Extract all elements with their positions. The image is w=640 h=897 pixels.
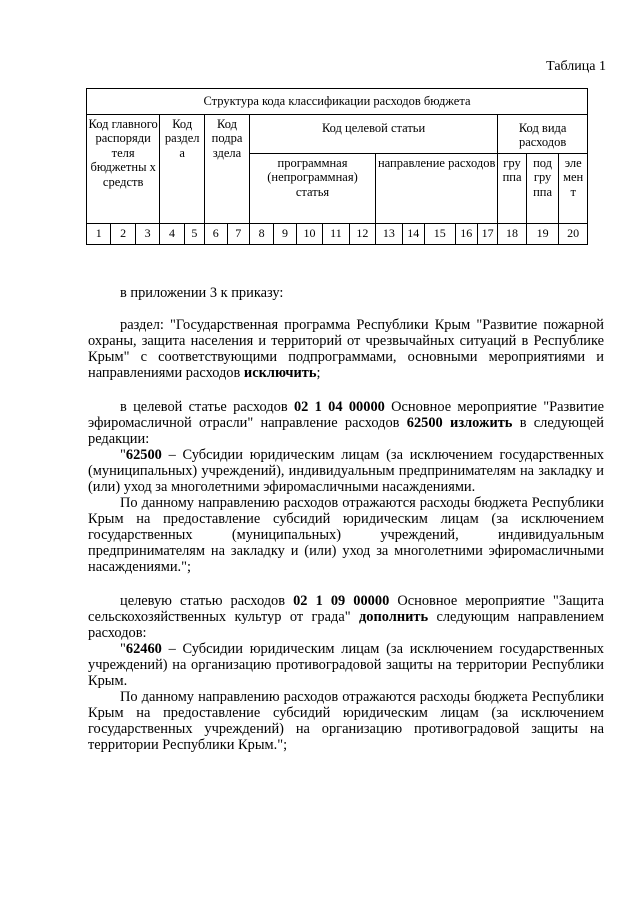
table-title: Структура кода классификации расходов бюджета — [87, 89, 588, 115]
column-number: 15 — [424, 224, 455, 245]
column-number: 20 — [559, 224, 588, 245]
intro-line: в приложении 3 к приказу: — [120, 285, 284, 301]
header-target: Код целевой статьи — [249, 115, 497, 154]
column-number: 13 — [376, 224, 402, 245]
column-number: 8 — [249, 224, 273, 245]
column-number: 9 — [274, 224, 296, 245]
item-62500: "62500 – Субсидии юридическим лицам (за исключением государственных (муниципальных) учреждений), индивидуальным предпринимателям на закладку и (или) уход за многолетними эфиромасличными насаждениями. — [88, 447, 604, 495]
paragraph-target-62500: в целевой статье расходов 02 1 04 00000 Основное мероприятие "Развитие эфиромасличной отрасли" направление расходов 62500 изложить в следующей редакции: — [88, 399, 605, 447]
subheader-direction: направление расходов — [376, 154, 498, 224]
classification-table — [86, 88, 588, 245]
column-number: 3 — [135, 224, 159, 245]
column-number: 19 — [526, 224, 559, 245]
column-number: 10 — [296, 224, 322, 245]
column-number: 16 — [455, 224, 477, 245]
header-subsection: Код подра здела — [205, 115, 250, 224]
column-number: 6 — [205, 224, 227, 245]
subheader-program: программная (непрограммная) статья — [249, 154, 375, 224]
column-number: 2 — [111, 224, 135, 245]
column-number: 1 — [87, 224, 111, 245]
header-chief-admin: Код главного распоряди теля бюджетны х средств — [87, 115, 160, 224]
column-number: 4 — [160, 224, 184, 245]
document-body — [88, 285, 604, 753]
column-number: 14 — [402, 224, 424, 245]
subheader-subgroup: под гру ппа — [526, 154, 559, 224]
paragraph-target-62460: целевую статью расходов 02 1 09 00000 Основное мероприятие "Защита сельскохозяйственных культур от града" дополнить следующим направлением расходов: — [88, 593, 605, 641]
column-number: 17 — [477, 224, 497, 245]
column-number-row — [87, 224, 588, 245]
column-number: 12 — [349, 224, 375, 245]
column-number: 5 — [184, 224, 204, 245]
column-number: 7 — [227, 224, 249, 245]
subheader-group: гру ппа — [498, 154, 527, 224]
table-caption: Таблица 1 — [546, 59, 606, 74]
item-62500-description: По данному направлению расходов отражаются расходы бюджета Республики Крым на предоставление субсидий юридическим лицам (за исключением государственных (муниципальных) учреждений, индивидуальным предпринимателям на закладку и (или) уход за многолетними эфиромасличными насаждениями."; — [88, 495, 604, 575]
column-number: 18 — [498, 224, 527, 245]
item-62460-description: По данному направлению расходов отражаются расходы бюджета Республики Крым на предоставление субсидий юридическим лицам (за исключением государственных учреждений) на организацию противоградовой защиты на территории Республики Крым."; — [88, 689, 604, 753]
header-section: Код раздел а — [160, 115, 205, 224]
header-expense-type: Код вида расходов — [498, 115, 588, 154]
column-number: 11 — [323, 224, 349, 245]
item-62460: "62460 – Субсидии юридическим лицам (за исключением государственных учреждений) на организацию противоградовой защиты на территории Республики Крым. — [88, 641, 604, 689]
paragraph-section-exclude: раздел: "Государственная программа Республики Крым "Развитие пожарной охраны, защита населения и территорий от чрезвычайных ситуаций в Республике Крым" с соответствующими подпрограммами, основными мероприятиями и направлениями расходов исключить; — [88, 317, 604, 381]
subheader-element: эле мен т — [559, 154, 588, 224]
